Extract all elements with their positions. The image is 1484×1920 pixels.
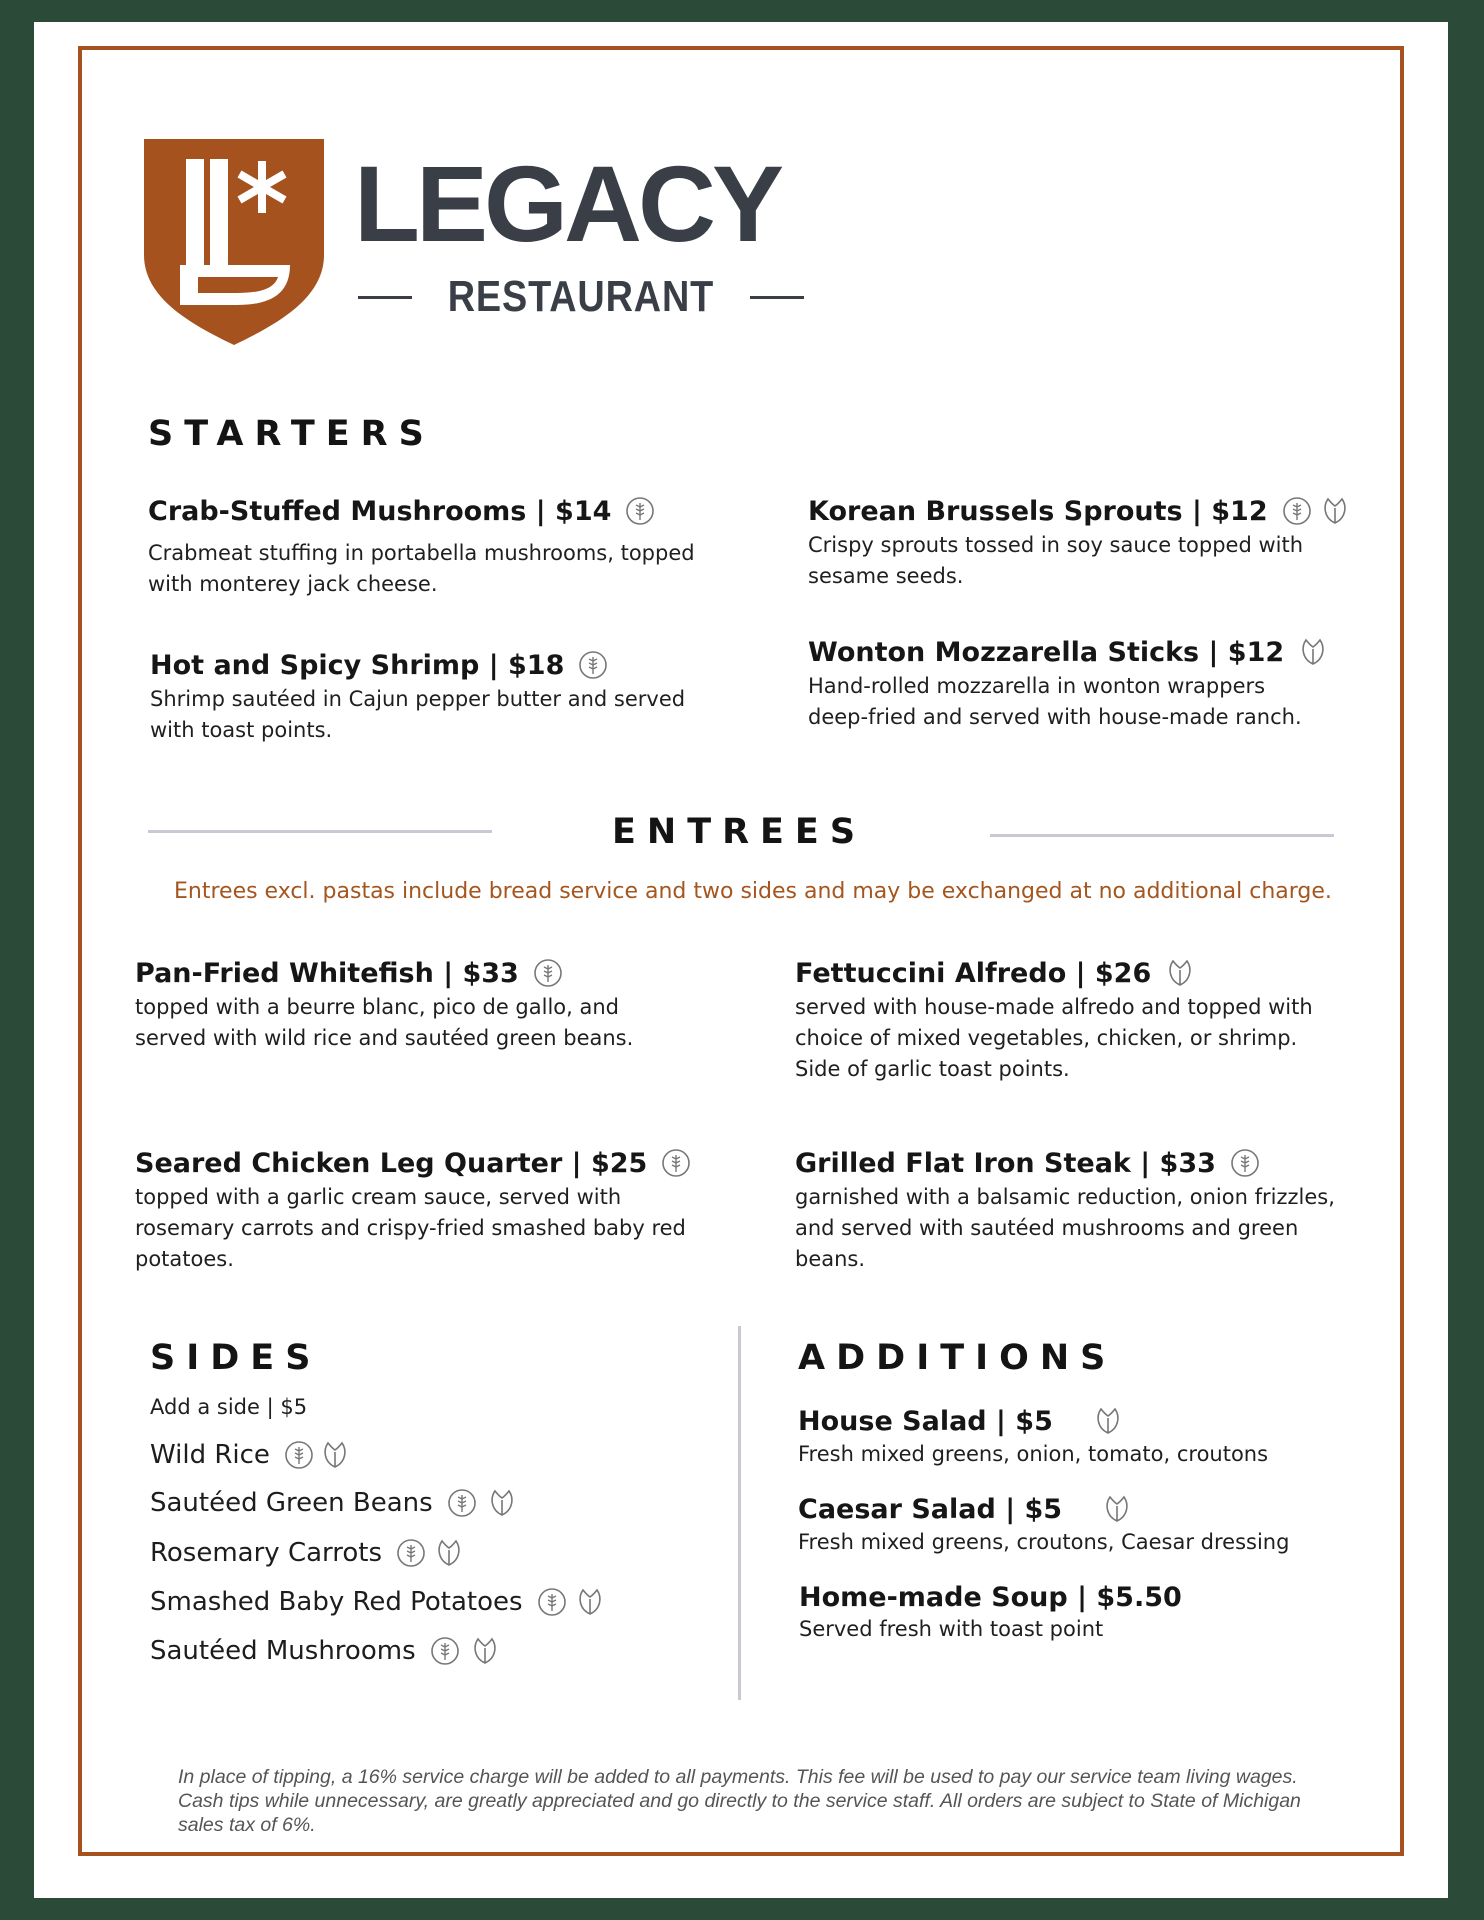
item-description: Fresh mixed greens, onion, tomato, croutons xyxy=(798,1442,1269,1466)
entrees-note: Entrees excl. pastas include bread service and two sides and may be exchanged at no additional charge. xyxy=(174,879,1332,904)
gluten-free-icon xyxy=(1230,1148,1260,1178)
gluten-free-icon xyxy=(578,650,608,680)
menu-item xyxy=(135,958,675,1054)
sides-heading: SIDES xyxy=(150,1338,322,1378)
item-title-row xyxy=(795,958,1335,988)
gluten-free-icon xyxy=(537,1587,567,1617)
column-divider xyxy=(738,1326,741,1700)
vegetarian-icon xyxy=(1320,496,1350,526)
vegetarian-icon xyxy=(470,1636,500,1666)
vegetarian-icon xyxy=(1102,1494,1132,1524)
item-title-row xyxy=(798,1406,1338,1436)
menu-item xyxy=(795,958,1335,1085)
entrees-heading: ENTREES xyxy=(612,812,867,852)
vegetarian-icon xyxy=(575,1587,605,1617)
gluten-free-icon xyxy=(430,1636,460,1666)
side-item xyxy=(150,1538,464,1568)
gluten-free-icon xyxy=(396,1538,426,1568)
item-description: garnished with a balsamic reduction, onion frizzles, and served with sautéed mushrooms and green beans. xyxy=(795,1185,1335,1271)
menu-item xyxy=(795,1148,1335,1275)
item-title-row xyxy=(808,496,1328,526)
item-title: Grilled Flat Iron Steak | $33 xyxy=(795,1147,1216,1179)
item-title: Hot and Spicy Shrimp | $18 xyxy=(150,649,565,681)
entrees-rule-right xyxy=(990,834,1334,837)
side-name: Rosemary Carrots xyxy=(150,1538,383,1568)
item-description: served with house-made alfredo and topped with choice of mixed vegetables, chicken, or shrimp. Side of garlic toast points. xyxy=(795,995,1313,1081)
side-name: Wild Rice xyxy=(150,1440,270,1470)
item-title: Korean Brussels Sprouts | $12 xyxy=(808,495,1268,527)
gluten-free-icon xyxy=(284,1440,314,1470)
item-description: Crispy sprouts tossed in soy sauce topped with sesame seeds. xyxy=(808,533,1304,588)
item-title-row xyxy=(795,1148,1335,1178)
gluten-free-icon xyxy=(661,1148,691,1178)
item-title: Fettuccini Alfredo | $26 xyxy=(795,957,1152,989)
side-item xyxy=(150,1440,350,1470)
footer-note: In place of tipping, a 16% service charge will be added to all payments. This fee will be used to pay our service team living wages. Cash tips while unnecessary, are greatly appreciated and go directly to the service staff. All orders are subject to State of Michigan sales tax of 6%. xyxy=(178,1766,1301,1836)
gluten-free-icon xyxy=(447,1488,477,1518)
gluten-free-icon xyxy=(1282,496,1312,526)
sides-price: Add a side | $5 xyxy=(150,1395,308,1419)
vegetarian-icon xyxy=(1298,637,1328,667)
item-title: Crab-Stuffed Mushrooms | $14 xyxy=(148,495,612,527)
menu-item xyxy=(798,1406,1338,1470)
subtitle-rule-right xyxy=(750,296,804,299)
item-title-row xyxy=(135,1148,695,1178)
menu-item xyxy=(798,1494,1338,1558)
menu-item xyxy=(150,650,710,746)
item-title-row xyxy=(135,958,675,988)
item-description: Crabmeat stuffing in portabella mushrooms, topped with monterey jack cheese. xyxy=(148,541,695,596)
item-title: Seared Chicken Leg Quarter | $25 xyxy=(135,1147,648,1179)
additions-heading: ADDITIONS xyxy=(798,1338,1117,1378)
menu-item xyxy=(148,496,708,600)
item-title: Pan-Fried Whitefish | $33 xyxy=(135,957,519,989)
starters-heading: STARTERS xyxy=(148,414,435,454)
vegetarian-icon xyxy=(320,1440,350,1470)
shield-logo-icon xyxy=(140,137,328,347)
item-title-row xyxy=(798,1494,1338,1524)
item-description: topped with a beurre blanc, pico de gallo, and served with wild rice and sautéed green beans. xyxy=(135,995,634,1050)
side-name: Sautéed Mushrooms xyxy=(150,1636,416,1666)
side-item xyxy=(150,1636,500,1666)
item-description: Shrimp sautéed in Cajun pepper butter and served with toast points. xyxy=(150,687,686,742)
vegetarian-icon xyxy=(1165,958,1195,988)
item-title-row xyxy=(148,496,708,526)
vegetarian-icon xyxy=(487,1488,517,1518)
item-title: House Salad | $5 xyxy=(798,1405,1053,1437)
brand-subtitle: RESTAURANT xyxy=(447,272,715,321)
brand-subtitle-row xyxy=(358,274,804,320)
item-description: topped with a garlic cream sauce, served with rosemary carrots and crispy-fried smashed baby red potatoes. xyxy=(135,1185,686,1271)
side-name: Smashed Baby Red Potatoes xyxy=(150,1587,523,1617)
side-item xyxy=(150,1587,605,1617)
menu-item xyxy=(808,496,1328,592)
item-description: Fresh mixed greens, croutons, Caesar dressing xyxy=(798,1530,1290,1554)
item-title-row xyxy=(808,637,1328,667)
item-title-row xyxy=(150,650,710,680)
item-title: Home-made Soup | $5.50 xyxy=(799,1582,1182,1613)
item-title: Wonton Mozzarella Sticks | $12 xyxy=(808,636,1285,668)
menu-item xyxy=(799,1584,1339,1645)
menu-item xyxy=(135,1148,695,1275)
gluten-free-icon xyxy=(533,958,563,988)
item-description: Served fresh with toast point xyxy=(799,1617,1104,1641)
vegetarian-icon xyxy=(434,1538,464,1568)
brand-name: LEGACY xyxy=(354,143,781,264)
subtitle-rule-left xyxy=(358,296,412,299)
item-title: Caesar Salad | $5 xyxy=(798,1493,1063,1525)
item-description: Hand-rolled mozzarella in wonton wrappers deep-fried and served with house-made ranch. xyxy=(808,674,1302,729)
entrees-rule-left xyxy=(148,830,492,833)
vegetarian-icon xyxy=(1093,1406,1123,1436)
gluten-free-icon xyxy=(625,496,655,526)
side-item xyxy=(150,1488,517,1518)
menu-item xyxy=(808,637,1328,733)
side-name: Sautéed Green Beans xyxy=(150,1488,433,1518)
item-title-row xyxy=(799,1584,1339,1611)
